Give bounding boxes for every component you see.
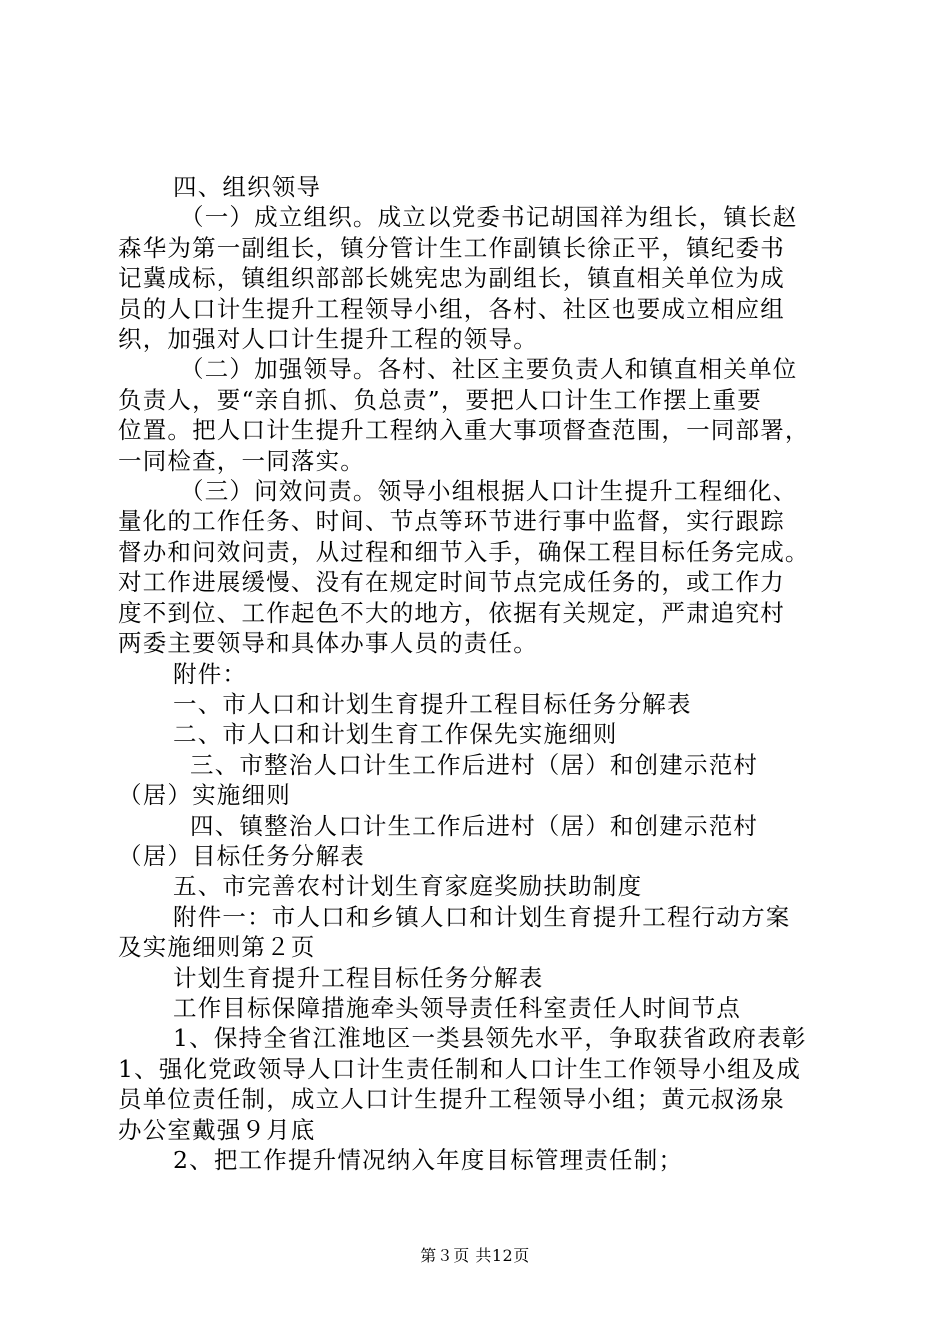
text-line: （二）加强领导。各村、社区主要负责人和镇直相关单位 (180, 355, 798, 384)
text-line: 督办和问效问责，从过程和细节入手，确保工程目标任务完成。 (118, 537, 810, 566)
text-line: 1、强化党政领导人口计生责任制和人口计生工作领导小组及成 (118, 1054, 802, 1083)
text-line: 两委主要领导和具体办事人员的责任。 (118, 629, 538, 658)
text-line: （居）目标任务分解表 (118, 841, 365, 870)
text-line: 办公室戴强９月底 (118, 1115, 316, 1144)
text-line: 负责人，要“亲自抓、负总责”，要把人口计生工作摆上重要 (118, 385, 762, 414)
text-line: 织，加强对人口计生提升工程的领导。 (118, 325, 538, 354)
document-body (118, 172, 838, 1175)
text-line: 四、镇整治人口计生工作后进村（居）和创建示范村 (190, 811, 759, 840)
page-footer: 第３页 共12页 (420, 1246, 530, 1265)
text-line: 附件： (173, 659, 248, 688)
text-line: （居）实施细则 (118, 781, 291, 810)
text-line: 对工作进展缓慢、没有在规定时间节点完成任务的，或工作力 (118, 568, 785, 597)
text-line: 五、市完善农村计划生育家庭奖励扶助制度 (173, 872, 643, 901)
text-line: 员单位责任制，成立人口计生提升工程领导小组；黄元叔汤泉 (118, 1085, 785, 1114)
text-line: 记冀成标，镇组织部部长姚宪忠为副组长，镇直相关单位为成 (118, 264, 785, 293)
text-line: 一同检查，一同落实。 (118, 446, 365, 475)
text-line: 计划生育提升工程目标任务分解表 (173, 963, 544, 992)
text-line: 位置。把人口计生提升工程纳入重大事项督查范围，一同部署， (118, 416, 810, 445)
text-line: 四、组织领导 (173, 173, 322, 201)
text-line: 一、市人口和计划生育提升工程目标任务分解表 (173, 689, 692, 718)
text-line: 三、市整治人口计生工作后进村（居）和创建示范村 (190, 750, 759, 779)
text-line: 量化的工作任务、时间、节点等环节进行事中监督，实行跟踪 (118, 507, 785, 536)
text-line: 森华为第一副组长，镇分管计生工作副镇长徐正平，镇纪委书 (118, 233, 785, 262)
text-line: （一）成立组织。成立以党委书记胡国祥为组长，镇长赵 (180, 203, 798, 232)
text-line: （三）问效问责。领导小组根据人口计生提升工程细化、 (180, 477, 798, 506)
text-line: 度不到位、工作起色不大的地方，依据有关规定，严肃追究村 (118, 598, 785, 627)
text-line: 1、保持全省江淮地区一类县领先水平，争取获省政府表彰 (173, 1024, 807, 1053)
text-line: 员的人口计生提升工程领导小组，各村、社区也要成立相应组 (118, 294, 785, 323)
text-line: 及实施细则第２页 (118, 933, 316, 962)
text-line: 二、市人口和计划生育工作保先实施细则 (173, 720, 618, 749)
text-line: 工作目标保障措施牵头领导责任科室责任人时间节点 (173, 993, 742, 1022)
text-line: 附件一：市人口和乡镇人口和计划生育提升工程行动方案 (173, 902, 791, 931)
text-line: 2、把工作提升情况纳入年度目标管理责任制； (173, 1146, 684, 1174)
